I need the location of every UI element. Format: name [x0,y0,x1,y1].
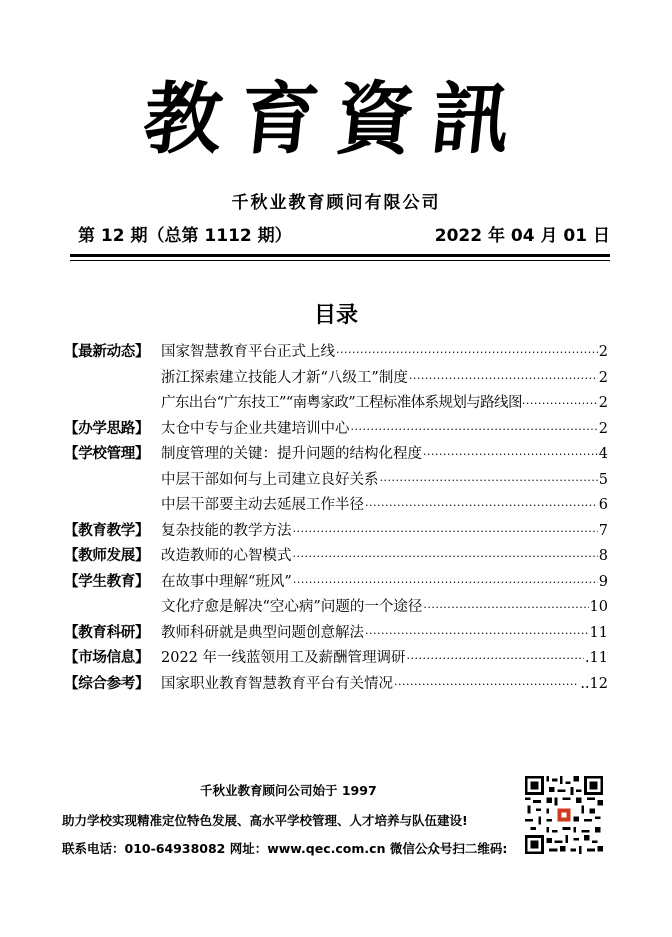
toc-entry-title: 复杂技能的教学方法 [161,522,292,539]
toc-leader-dots [423,442,598,468]
toc-category: 【教育教学】 [64,522,150,539]
header-rule-thin [70,260,610,261]
toc-entry-title: 太仓中专与企业共建培训中心 [161,420,350,437]
toc-row[interactable] [64,519,608,545]
toc-row[interactable] [64,570,608,596]
qr-code-icon[interactable] [525,776,603,854]
toc-page-number: .11 [584,650,608,666]
toc-leader-dots [293,570,598,596]
toc-page-number: 7 [598,522,608,539]
toc-row[interactable] [64,672,608,698]
footer-contact: 联系电话：010-64938082 网址：www.qec.com.cn 微信公众号扫二维码: [62,841,508,856]
toc-page-number: 5 [598,471,608,488]
toc-row[interactable] [64,646,608,672]
footer-slogan: 助力学校实现精准定位特色发展、高水平学校管理、人才培养与队伍建设! [62,813,468,828]
toc-page-number: 6 [598,497,608,513]
toc-category: 【办学思路】 [64,420,150,437]
toc-title: 目录 [313,303,358,328]
toc-entry-title: 改造教师的心智模式 [161,548,292,564]
toc-leader-dots [293,519,598,545]
toc-leader-dots [394,672,579,698]
toc-entry-title: 国家智慧教育平台正式上线 [161,344,335,360]
issue-row [78,221,610,245]
toc-leader-dots [336,340,598,366]
toc-page-number: ..12 [580,675,608,692]
toc-leader-dots [409,366,598,392]
toc-page-number: 2 [598,395,608,411]
toc-row[interactable] [64,417,608,443]
company-name: 千秋业教育顾问有限公司 [231,193,441,213]
toc-entry-title: 文化疗愈是解决“空心病”问题的一个途径 [161,599,423,615]
toc-row[interactable] [64,621,608,647]
toc-leader-dots [522,391,599,417]
toc-row[interactable] [64,493,608,519]
header-rule-thick [70,254,610,257]
toc-row[interactable] [64,468,608,494]
toc-entry-title: 制度管理的关键：提升问题的结构化程度 [161,446,422,462]
toc-page-number: 8 [598,548,608,564]
toc-row[interactable] [64,391,608,417]
masthead-title: 教育資訊 [139,74,533,165]
toc-leader-dots [380,468,598,494]
toc-leader-dots [365,621,589,647]
toc-leader-dots [293,544,598,570]
toc-category: 【学校管理】 [64,446,150,462]
toc-row[interactable] [64,595,608,621]
issue-number: 第 12 期（总第 1112 期） [78,226,292,246]
toc-category: 【学生教育】 [64,573,150,590]
toc-leader-dots [407,646,584,672]
toc-page-number: 2 [598,420,608,437]
toc-category: 【综合参考】 [64,675,150,692]
toc-leader-dots [351,417,598,443]
toc-row[interactable] [64,340,608,366]
toc-entry-title: 浙江探索建立技能人才新“八级工”制度 [161,369,408,386]
toc-page-number: 11 [589,624,608,641]
toc-entry-title: 教师科研就是典型问题创意解法 [161,624,364,641]
toc-row[interactable] [64,366,608,392]
toc-page-number: 2 [598,344,608,360]
toc-leader-dots [365,493,598,519]
toc-entry-title: 中层干部要主动去延展工作半径 [161,497,364,513]
toc-row[interactable] [64,544,608,570]
table-of-contents [64,340,608,697]
toc-page-number: 10 [589,599,608,615]
toc-entry-title: 广东出台“广东技工”“南粤家政”工程标准体系规划与路线图 [161,395,522,411]
toc-category: 【最新动态】 [64,344,150,360]
toc-page-number: 9 [598,573,608,590]
toc-page-number: 2 [598,369,608,386]
toc-row[interactable] [64,442,608,468]
toc-page-number: 4 [598,446,608,462]
toc-entry-title: 国家职业教育智慧教育平台有关情况 [161,675,393,692]
toc-category: 【教师发展】 [64,548,150,564]
issue-date: 2022 年 04 月 01 日 [434,226,610,246]
footer-founded: 千秋业教育顾问公司始于 1997 [200,783,377,798]
toc-entry-title: 中层干部如何与上司建立良好关系 [161,471,379,488]
toc-entry-title: 在故事中理解“班风” [161,573,292,590]
toc-entry-title: 2022 年一线蓝领用工及薪酬管理调研 [161,650,406,666]
toc-leader-dots [423,595,588,621]
toc-category: 【市场信息】 [64,650,150,666]
toc-category: 【教育科研】 [64,624,150,641]
